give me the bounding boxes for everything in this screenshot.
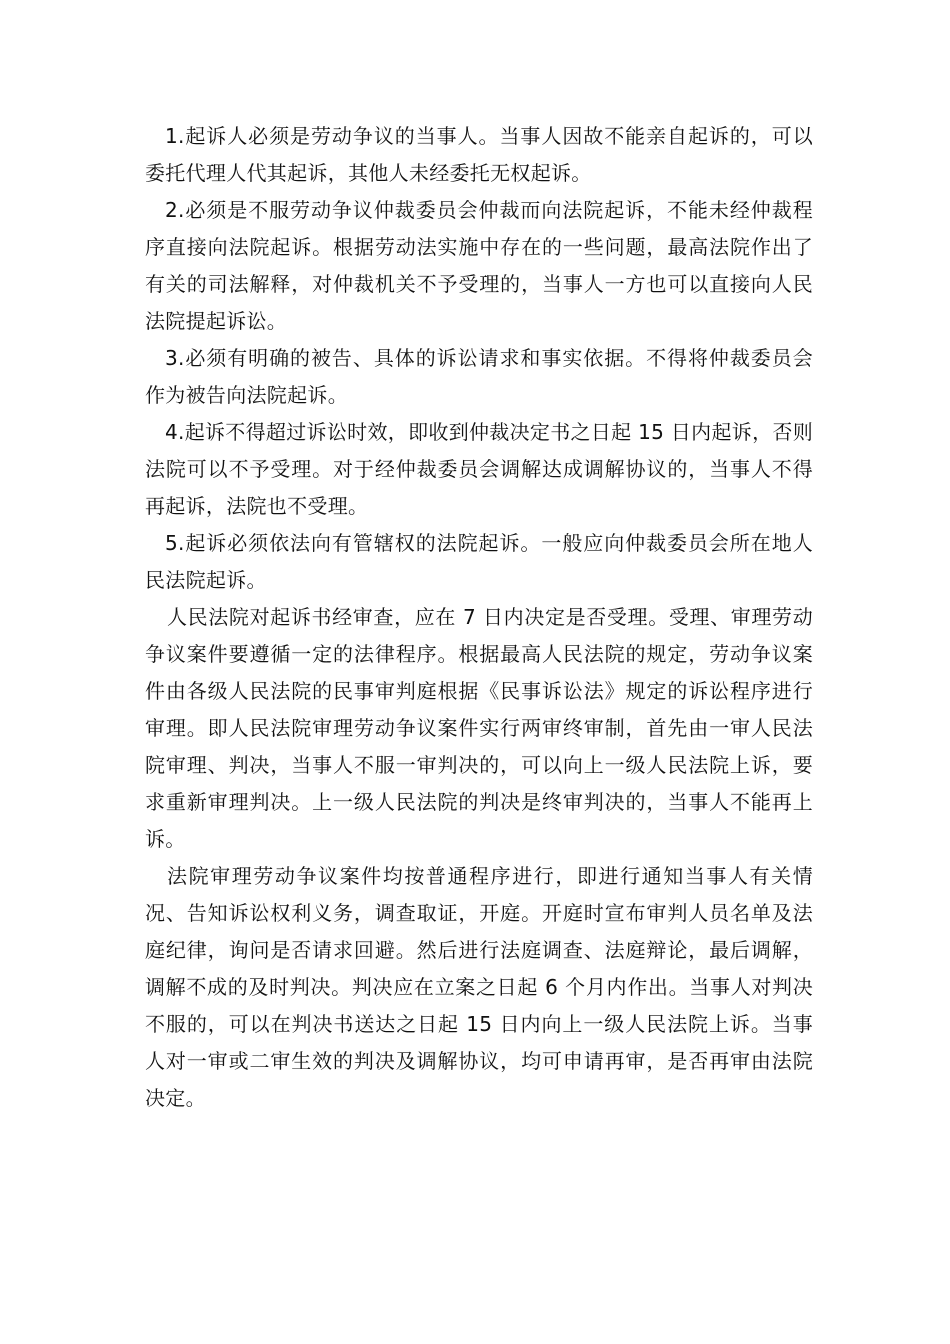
paragraph-2: 2.必须是不服劳动争议仲裁委员会仲裁而向法院起诉，不能未经仲裁程序直接向法院起诉。根据劳动法实施中存在的一些问题，最高法院作出了有关的司法解释，对仲裁机关不予受理的，当事人一方也可以直接向人民法院提起诉讼。	[145, 198, 813, 333]
paragraph-5: 5.起诉必须依法向有管辖权的法院起诉。一般应向仲裁委员会所在地人民法院起诉。	[145, 531, 813, 592]
paragraph-1: 1.起诉人必须是劳动争议的当事人。当事人因故不能亲自起诉的，可以委托代理人代其起诉，其他人未经委托无权起诉。	[145, 124, 813, 185]
paragraph-7: 法院审理劳动争议案件均按普通程序进行，即进行通知当事人有关情况、告知诉讼权利义务，调查取证，开庭。开庭时宣布审判人员名单及法庭纪律，询问是否请求回避。然后进行法庭调查、法庭辩论，最后调解，调解不成的及时判决。判决应在立案之日起 6 个月内作出。当事人对判决不服的，可以在判决书送达之日起 15 日内向上一级人民法院上诉。当事人对一审或二审生效的判决及调解协议，均可申请再审，是否再审由法院决定。	[145, 864, 813, 1110]
paragraph-6: 人民法院对起诉书经审查，应在 7 日内决定是否受理。受理、审理劳动争议案件要遵循一定的法律程序。根据最高人民法院的规定，劳动争议案件由各级人民法院的民事审判庭根据《民事诉讼法》规定的诉讼程序进行审理。即人民法院审理劳动争议案件实行两审终审制，首先由一审人民法院审理、判决，当事人不服一审判决的，可以向上一级人民法院上诉，要求重新审理判决。上一级人民法院的判决是终审判决的，当事人不能再上诉。	[145, 605, 813, 851]
document-body	[145, 118, 813, 1117]
paragraph-4: 4.起诉不得超过诉讼时效，即收到仲裁决定书之日起 15 日内起诉，否则法院可以不予受理。对于经仲裁委员会调解达成调解协议的，当事人不得再起诉，法院也不受理。	[145, 420, 813, 518]
paragraph-3: 3.必须有明确的被告、具体的诉讼请求和事实依据。不得将仲裁委员会作为被告向法院起诉。	[145, 346, 813, 407]
